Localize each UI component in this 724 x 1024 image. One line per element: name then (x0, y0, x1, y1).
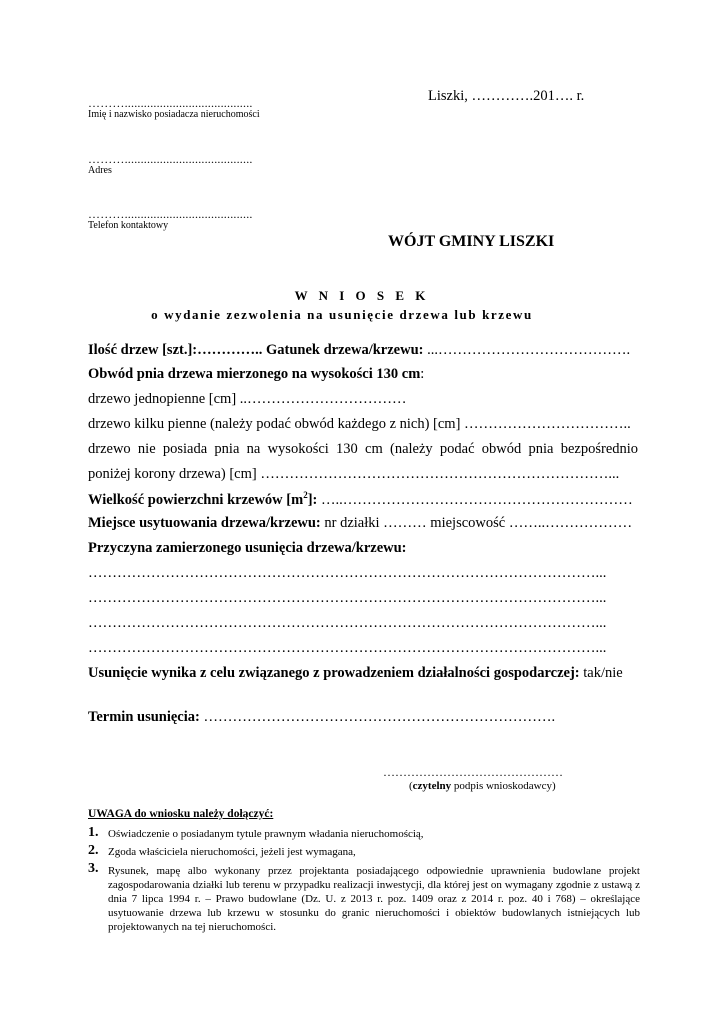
form-title: W N I O S E K (294, 288, 430, 303)
owner-name-field[interactable]: ………........................................ (88, 96, 253, 110)
girth-heading (88, 366, 424, 383)
shrub-area-row[interactable] (88, 490, 633, 509)
shrub-area-label: Wielkość powierzchni krzewów [m (88, 491, 304, 508)
shrub-area-superscript: 2 (303, 490, 308, 500)
location-row[interactable] (88, 515, 632, 532)
deadline-row[interactable] (88, 709, 555, 726)
location-dots[interactable]: nr działki ……… miejscowość ……..……………… (320, 515, 633, 531)
reason-line-2[interactable]: ……………………………………………………………………………………………... (88, 590, 607, 606)
girth-colon: : (420, 366, 425, 382)
reason-line-3[interactable]: ……………………………………………………………………………………………... (88, 615, 607, 631)
business-label: Usunięcie wynika z celu związanego z prowadzeniem działalności gospodarczej: (88, 665, 580, 681)
signature-caption-rest: podpis wnioskodawcy) (451, 780, 556, 792)
tree-count-label: Ilość drzew [szt.]:………….. (88, 342, 263, 358)
note-number-2: 2. (88, 843, 99, 858)
single-trunk-field[interactable]: drzewo jednopienne [cm] ..…………………………… (88, 391, 407, 407)
reason-line-4[interactable]: ……………………………………………………………………………………………... (88, 640, 607, 656)
deadline-label: Termin usunięcia: (88, 709, 200, 725)
note-text-1: Oświadczenie o posiadanym tytule prawnym władania nieruchomością, (108, 828, 424, 840)
tree-count-species-row[interactable] (88, 342, 630, 359)
shrub-area-dots[interactable]: …..…………………………………………………… (317, 491, 633, 508)
deadline-dots[interactable]: ………………………………………………………………. (199, 709, 556, 725)
owner-name-caption: Imię i nazwisko posiadacza nieruchomości (88, 109, 260, 120)
business-value[interactable]: tak/nie (579, 665, 623, 681)
business-row[interactable] (88, 665, 623, 682)
no-trunk-line-1: drzewo nie posiada pnia na wysokości 130 cm (należy podać obwód pnia bezpośrednio (88, 441, 639, 457)
note-number-3: 3. (88, 861, 99, 876)
note-text-3: Rysunek, mapę albo wykonany przez projektanta posiadającego odpowiednie uprawnienia budowlane projekt zagospodarowania działki lub terenu w przypadku realizacji inwestycji, dla której jest on wymagany zgodnie z ustawą z dnia 7 lipca 1994 r. – Prawo budowlane (Dz. U. z 2013 r. poz. 1409 oraz z 2014 r. poz. 40 i 768) – określające usytuowanie drzewa lub krzewu w stosunku do granic nieruchomości i obiektów budowlanych istniejących lub projektowanych na tej nieruchomości. (108, 865, 640, 933)
address-caption: Adres (88, 165, 112, 176)
shrub-area-close: ]: (307, 491, 318, 508)
notes-title: UWAGA do wniosku należy dołączyć: (88, 808, 274, 820)
note-text-2: Zgoda właściciela nieruchomości, jeżeli jest wymagana, (108, 846, 356, 858)
multi-trunk-field[interactable]: drzewo kilku pienne (należy podać obwód każdego z nich) [cm] …………………………….. (88, 416, 631, 432)
phone-caption: Telefon kontaktowy (88, 220, 169, 231)
note-number-1: 1. (88, 825, 99, 840)
signature-caption-bold: czytelny (412, 780, 452, 792)
signature-field[interactable]: ……………………………………… (383, 765, 563, 779)
reason-label: Przyczyna zamierzonego usunięcia drzewa/krzewu: (88, 540, 407, 556)
form-subtitle: o wydanie zezwolenia na usunięcie drzewa lub krzewu (151, 307, 533, 322)
signature-caption-open: ( (409, 780, 413, 792)
girth-label: Obwód pnia drzewa mierzonego na wysokości 130 cm (88, 366, 421, 382)
species-dots[interactable]: ...…………………………………. (427, 342, 631, 358)
species-label: Gatunek drzewa/krzewu: (266, 342, 424, 358)
authority-heading: WÓJT GMINY LISZKI (388, 233, 555, 250)
no-trunk-line-2[interactable]: poniżej korony drzewa) [cm] ………………………………………………………………... (88, 466, 620, 482)
phone-field[interactable]: ………........................................ (88, 207, 253, 221)
location-label: Miejsce usytuowania drzewa/krzewu: (88, 515, 321, 531)
address-field[interactable]: ………........................................ (88, 152, 253, 166)
signature-caption (409, 780, 556, 792)
place-date: Liszki, ………….201…. r. (428, 88, 585, 104)
reason-line-1[interactable]: ……………………………………………………………………………………………... (88, 565, 607, 581)
